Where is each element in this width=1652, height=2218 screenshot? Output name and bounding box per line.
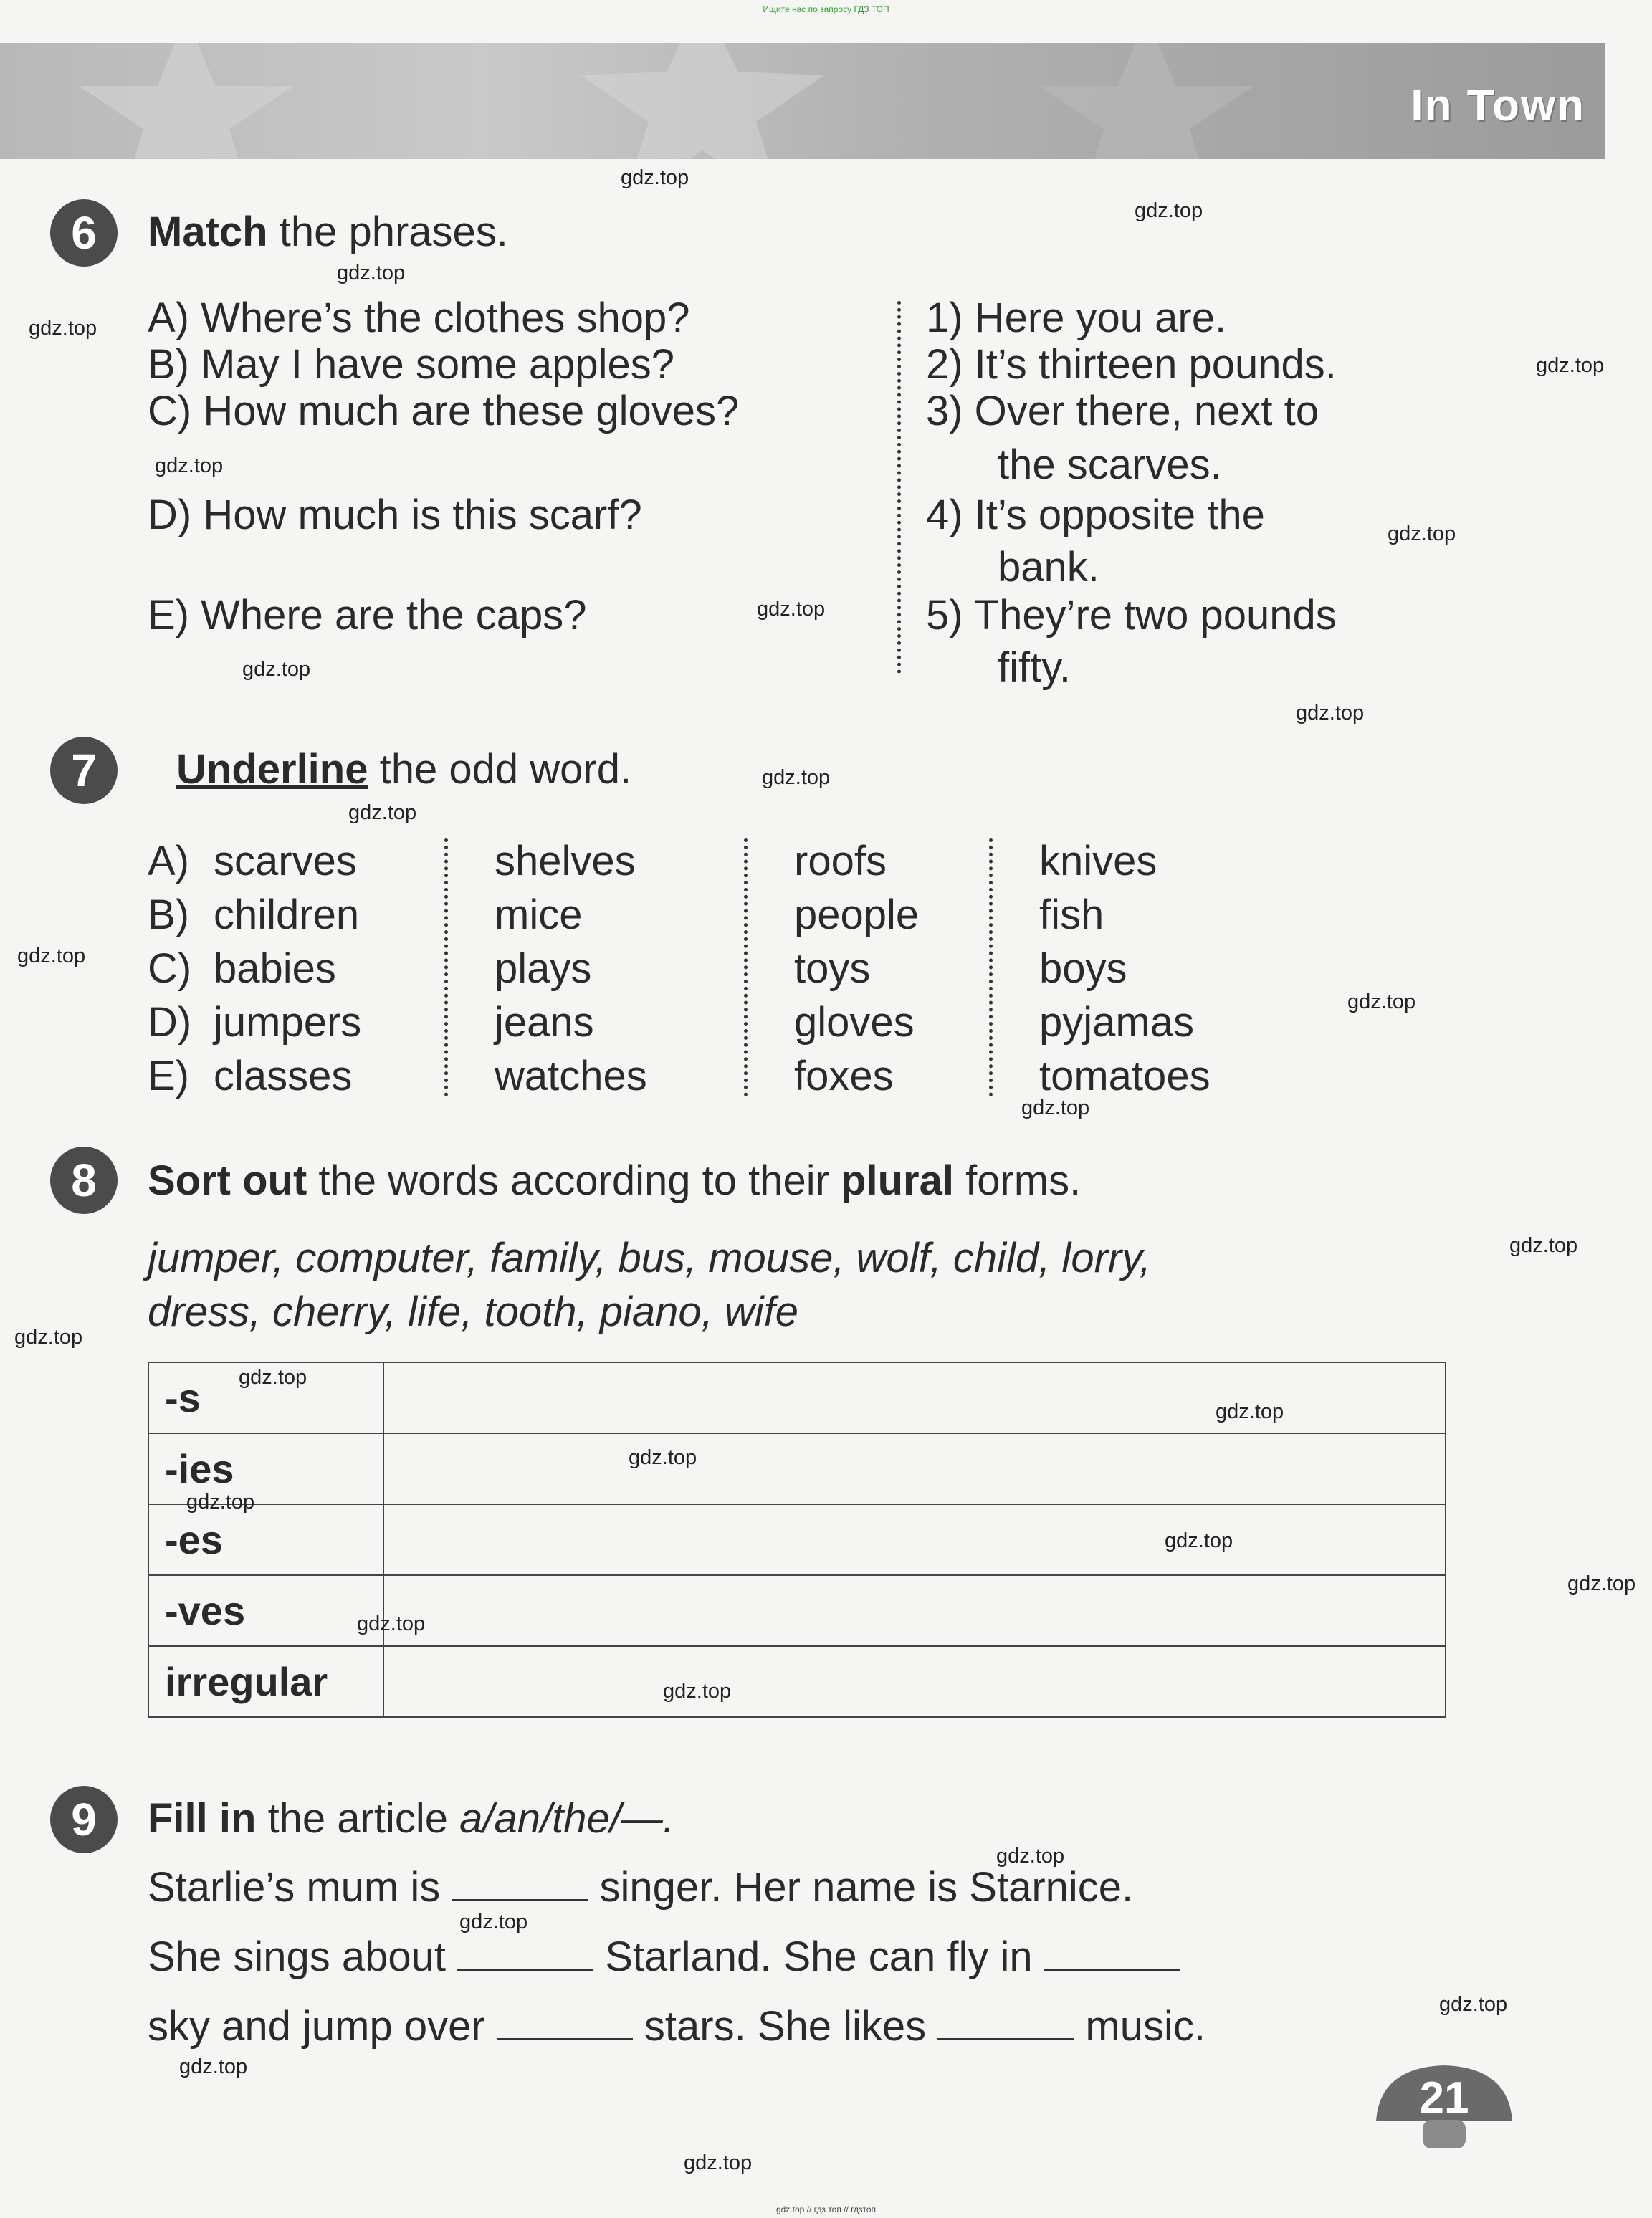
instruction-bold: Match [148, 209, 268, 255]
ex7-word[interactable]: shelves [495, 838, 636, 884]
watermark: gdz.top [757, 598, 826, 621]
ex9-blank[interactable] [452, 1899, 588, 1901]
table-row [148, 1646, 1446, 1717]
ex6-answer-2: 2) It’s thirteen pounds. [926, 341, 1337, 388]
instruction-bold: Sort out [148, 1157, 307, 1204]
ex7-word[interactable]: roofs [794, 838, 887, 884]
watermark: gdz.top [663, 1680, 732, 1703]
ex6-question-a: A) Where’s the clothes shop? [148, 295, 690, 341]
ex7-divider-3 [989, 838, 993, 1096]
ex9-text: Starlie’s mum is [148, 1864, 441, 1911]
instruction-bold: Fill in [148, 1795, 257, 1842]
watermark: gdz.top [629, 1446, 697, 1469]
ex6-question-b: B) May I have some apples? [148, 341, 675, 388]
watermark: gdz.top [348, 801, 417, 824]
ex6-question-c: C) How much are these gloves? [148, 388, 740, 434]
ex7-word[interactable]: foxes [794, 1053, 894, 1099]
exercise-6-number: 6 [50, 199, 118, 267]
watermark: gdz.top [1536, 354, 1605, 377]
ex9-text: Starland. She can fly in [605, 1933, 1033, 1980]
ex9-line-3 [148, 2002, 1205, 2050]
exercise-7-number: 7 [50, 737, 118, 804]
ex6-answer-4-cont: bank. [998, 544, 1099, 591]
watermark: gdz.top [17, 945, 86, 967]
row-label: -s [148, 1362, 383, 1433]
ex7-word[interactable]: classes [214, 1053, 353, 1099]
ex6-answer-3-cont: the scarves. [998, 441, 1222, 488]
ex9-text: singer. Her name is Starnice. [599, 1864, 1134, 1911]
ex7-divider-2 [744, 838, 748, 1096]
page-title: In Town [1410, 81, 1585, 130]
ex9-text: music. [1085, 2003, 1205, 2050]
answer-cell[interactable] [383, 1433, 1446, 1504]
ex7-row-letter: D) [148, 999, 192, 1046]
watermark: gdz.top [621, 166, 689, 189]
ex7-word[interactable]: toys [794, 945, 871, 992]
ex8-word-list-line2: dress, cherry, life, tooth, piano, wife [148, 1289, 799, 1335]
mushroom-page-badge-icon [1372, 2064, 1516, 2150]
ex9-blank[interactable] [937, 2038, 1074, 2040]
watermark: gdz.top [29, 317, 97, 340]
watermark: gdz.top [1165, 1529, 1233, 1552]
ex6-answer-3: 3) Over there, next to [926, 388, 1319, 434]
ex6-answer-4: 4) It’s opposite the [926, 492, 1265, 538]
ex7-word[interactable]: jumpers [214, 999, 362, 1046]
ex7-word[interactable]: boys [1039, 945, 1127, 992]
ex7-word[interactable]: pyjamas [1039, 999, 1194, 1046]
watermark: gdz.top [239, 1366, 307, 1389]
header-banner [0, 43, 1605, 159]
ex7-word[interactable]: fish [1039, 891, 1104, 938]
ex7-word[interactable]: tomatoes [1039, 1053, 1211, 1099]
ex7-word[interactable]: children [214, 891, 360, 938]
page-number: 21 [1419, 2073, 1469, 2123]
watermark: gdz.top [1439, 1993, 1508, 2016]
watermark: gdz.top [996, 1845, 1065, 1868]
watermark: gdz.top [155, 454, 224, 477]
ex7-word[interactable]: mice [495, 891, 583, 938]
ex7-word[interactable]: knives [1039, 838, 1157, 884]
ex9-text: stars. She likes [644, 2003, 927, 2050]
ex7-word[interactable]: gloves [794, 999, 915, 1046]
ex9-blank[interactable] [457, 1969, 593, 1971]
ex6-answer-1: 1) Here you are. [926, 295, 1227, 341]
ex7-word[interactable]: scarves [214, 838, 357, 884]
answer-cell[interactable] [383, 1646, 1446, 1717]
watermark: gdz.top [1509, 1234, 1578, 1257]
watermark: gdz.top [1296, 702, 1365, 725]
watermark: gdz.top [762, 766, 831, 789]
ex6-answer-5: 5) They’re two pounds [926, 592, 1337, 639]
ex7-row-letter: E) [148, 1053, 189, 1099]
table-row [148, 1504, 1446, 1575]
watermark: gdz.top [1347, 990, 1416, 1013]
row-label: -ves [148, 1575, 383, 1646]
watermark: gdz.top [1135, 199, 1203, 222]
watermark: gdz.top [1388, 522, 1456, 545]
watermark: gdz.top [14, 1326, 83, 1349]
answer-cell[interactable] [383, 1504, 1446, 1575]
top-search-note: Ищите нас по запросу ГДЗ ТОП [763, 4, 889, 14]
table-row [148, 1433, 1446, 1504]
exercise-9-instruction [148, 1794, 674, 1842]
ex9-text: sky and jump over [148, 2003, 485, 2050]
ex9-text: She sings about [148, 1933, 446, 1980]
star-decoration-icon [0, 43, 1605, 159]
row-label: -ies [148, 1433, 383, 1504]
bottom-footer-note: gdz.top // гдз топ // гдзтоп [775, 2204, 877, 2214]
watermark: gdz.top [459, 1911, 528, 1933]
ex7-row-letter: B) [148, 891, 189, 938]
instruction-text-end: forms. [965, 1157, 1082, 1204]
table-row [148, 1575, 1446, 1646]
ex6-answer-5-cont: fifty. [998, 644, 1071, 691]
exercise-6-instruction [148, 208, 508, 256]
ex7-row-letter: C) [148, 945, 192, 992]
ex7-word[interactable]: jeans [495, 999, 594, 1046]
watermark: gdz.top [684, 2151, 753, 2174]
ex7-word[interactable]: babies [214, 945, 336, 992]
ex7-row-letter: A) [148, 838, 189, 884]
answer-cell[interactable] [383, 1575, 1446, 1646]
watermark: gdz.top [186, 1491, 255, 1514]
ex9-line-1 [148, 1863, 1133, 1911]
instruction-bold: Underline [176, 746, 368, 793]
exercise-8-instruction [148, 1157, 1081, 1205]
watermark: gdz.top [242, 658, 311, 681]
ex7-word[interactable]: watches [495, 1053, 647, 1099]
ex7-word[interactable]: plays [495, 945, 592, 992]
ex7-divider-1 [444, 838, 448, 1096]
instruction-bold-plural: plural [841, 1157, 954, 1204]
ex6-question-d: D) How much is this scarf? [148, 492, 642, 538]
watermark: gdz.top [1567, 1572, 1636, 1595]
ex9-blank[interactable] [497, 2038, 633, 2040]
ex6-question-e: E) Where are the caps? [148, 592, 587, 639]
ex9-blank[interactable] [1044, 1969, 1180, 1971]
ex9-line-2 [148, 1933, 1180, 1981]
instruction-text: the odd word. [379, 746, 632, 793]
watermark: gdz.top [179, 2055, 248, 2078]
instruction-text: the article [267, 1795, 449, 1842]
instruction-italic: a/an/the/—. [459, 1795, 675, 1842]
ex7-word[interactable]: people [794, 891, 920, 938]
watermark: gdz.top [357, 1612, 426, 1635]
instruction-text: the words according to their [318, 1157, 829, 1204]
exercise-9-number: 9 [50, 1786, 118, 1853]
watermark: gdz.top [1021, 1096, 1090, 1119]
exercise-8-number: 8 [50, 1147, 118, 1214]
answer-cell[interactable] [383, 1362, 1446, 1433]
watermark: gdz.top [337, 262, 406, 285]
exercise-7-instruction [176, 745, 631, 793]
watermark: gdz.top [1216, 1400, 1284, 1423]
row-label: irregular [148, 1646, 383, 1717]
instruction-text: the phrases. [279, 209, 508, 255]
ex8-word-list-line1: jumper, computer, family, bus, mouse, wolf, child, lorry, [148, 1235, 1152, 1281]
row-label: -es [148, 1504, 383, 1575]
ex6-divider [897, 301, 901, 674]
